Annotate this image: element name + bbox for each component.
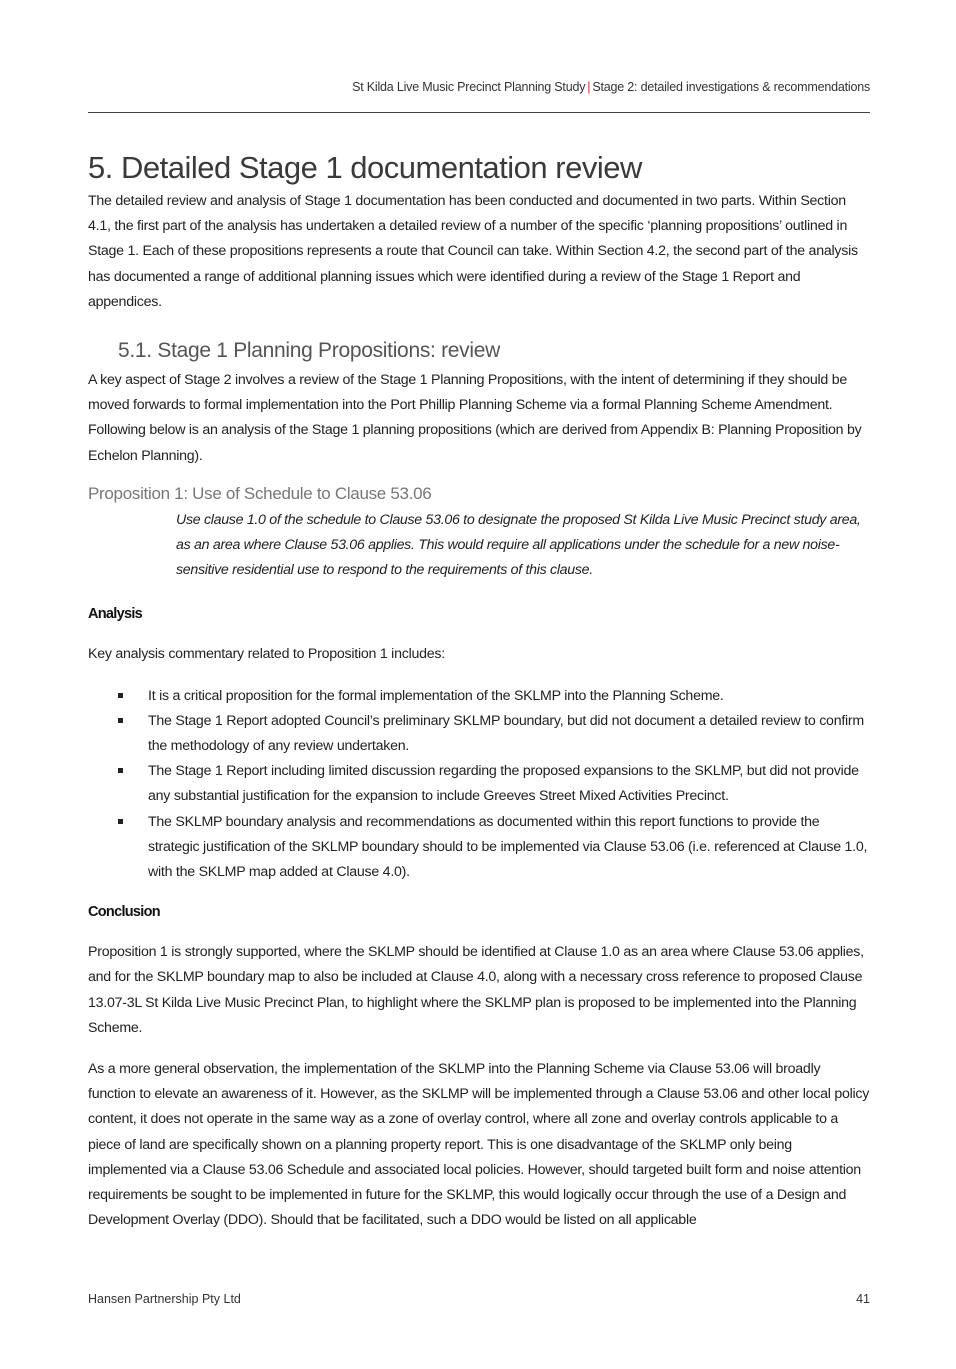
header-divider <box>88 112 870 113</box>
bullet-icon <box>118 718 123 723</box>
list-item-text: The Stage 1 Report including limited discussion regarding the proposed expansions to the SKLMP, but did not provide any substantial justification for the expansion to include Greeves Street Mixed Activities Precinct. <box>148 763 859 805</box>
list-item <box>88 810 870 886</box>
subsection-intro: A key aspect of Stage 2 involves a review of the Stage 1 Planning Propositions, with the intent of determining if they should be moved forwards to formal implementation into the Port Phillip Planning Scheme via a formal Planning Scheme Amendment. Following below is an analysis of the Stage 1 planning propositions (which are derived from Appendix B: Planning Proposition by Echelon Planning). <box>88 372 862 464</box>
analysis-heading: Analysis <box>88 606 143 623</box>
section-title: 5. Detailed Stage 1 documentation review <box>88 150 642 185</box>
bullet-icon <box>118 819 123 824</box>
proposition-quote: Use clause 1.0 of the schedule to Clause 53.06 to designate the proposed St Kilda Live Music Precinct study area, as an area where Clause 53.06 applies. This would require all applications under the schedule for a new noise-sensitive residential use to respond to the requirements of this clause. <box>176 511 861 579</box>
page-number: 41 <box>856 1292 870 1306</box>
conclusion-heading: Conclusion <box>88 904 160 921</box>
header-doc-title: St Kilda Live Music Precinct Planning Study <box>352 80 586 94</box>
list-item-text: The Stage 1 Report adopted Council’s preliminary SKLMP boundary, but did not document a detailed review to confirm the methodology of any review undertaken. <box>148 712 864 755</box>
running-header <box>88 80 870 94</box>
proposition-title: Proposition 1: Use of Schedule to Clause 53.06 <box>88 483 432 503</box>
page-content <box>88 148 870 1234</box>
header-stage: Stage 2: detailed investigations & recommendations <box>592 80 870 94</box>
analysis-intro: Key analysis commentary related to Proposition 1 includes: <box>88 646 445 663</box>
list-item <box>88 759 870 809</box>
list-item <box>88 709 870 759</box>
list-item-text: The SKLMP boundary analysis and recommendations as documented within this report functions to provide the strategic justification of the SKLMP boundary should to be implemented via Clause 53.06 (i.e. referenced at Clause 1.0, with the SKLMP map added at Clause 4.0). <box>148 813 868 881</box>
list-item-text: It is a critical proposition for the formal implementation of the SKLMP into the Planning Scheme. <box>148 687 724 704</box>
list-item <box>88 684 870 709</box>
conclusion-paragraph-2: As a more general observation, the implementation of the SKLMP into the Planning Scheme via Clause 53.06 will broadly function to elevate an awareness of it. However, as the SKLMP will be implemented through a Clause 53.06 and other local policy content, it does not operate in the same way as a zone of overlay control, where all zone and overlay controls applicable to a piece of land are specifically shown on a planning property report. This is one disadvantage of the SKLMP only being implemented via a Clause 53.06 Schedule and associated local policies. However, should targeted built form and noise attention requirements be sought to be implemented in future for the SKLMP, this would logically occur through the use of a Design and Development Overlay (DDO). Should that be facilitated, such a DDO would be listed on all applicable <box>88 1061 870 1229</box>
conclusion-paragraph-1: Proposition 1 is strongly supported, where the SKLMP should be identified at Clause 1.0 as an area where Clause 53.06 applies, and for the SKLMP boundary map to also be included at Clause 4.0, along with a necessary cross reference to proposed Clause 13.07-3L St Kilda Live Music Precinct Plan, to highlight where the SKLMP plan is proposed to be implemented into the Planning Scheme. <box>88 944 864 1036</box>
footer-company: Hansen Partnership Pty Ltd <box>88 1292 241 1306</box>
section-intro: The detailed review and analysis of Stage 1 documentation has been conducted and documented in two parts. Within Section 4.1, the first part of the analysis has undertaken a detailed review of a number of the specific ‘planning propositions’ outlined in Stage 1. Each of these propositions represents a route that Council can take. Within Section 4.2, the second part of the analysis has documented a range of additional planning issues which were identified during a review of the Stage 1 Report and appendices. <box>88 193 858 310</box>
header-separator: | <box>587 80 591 94</box>
analysis-list <box>88 684 870 886</box>
bullet-icon <box>118 693 123 698</box>
bullet-icon <box>118 768 123 773</box>
subsection-title: 5.1. Stage 1 Planning Propositions: review <box>118 339 500 363</box>
